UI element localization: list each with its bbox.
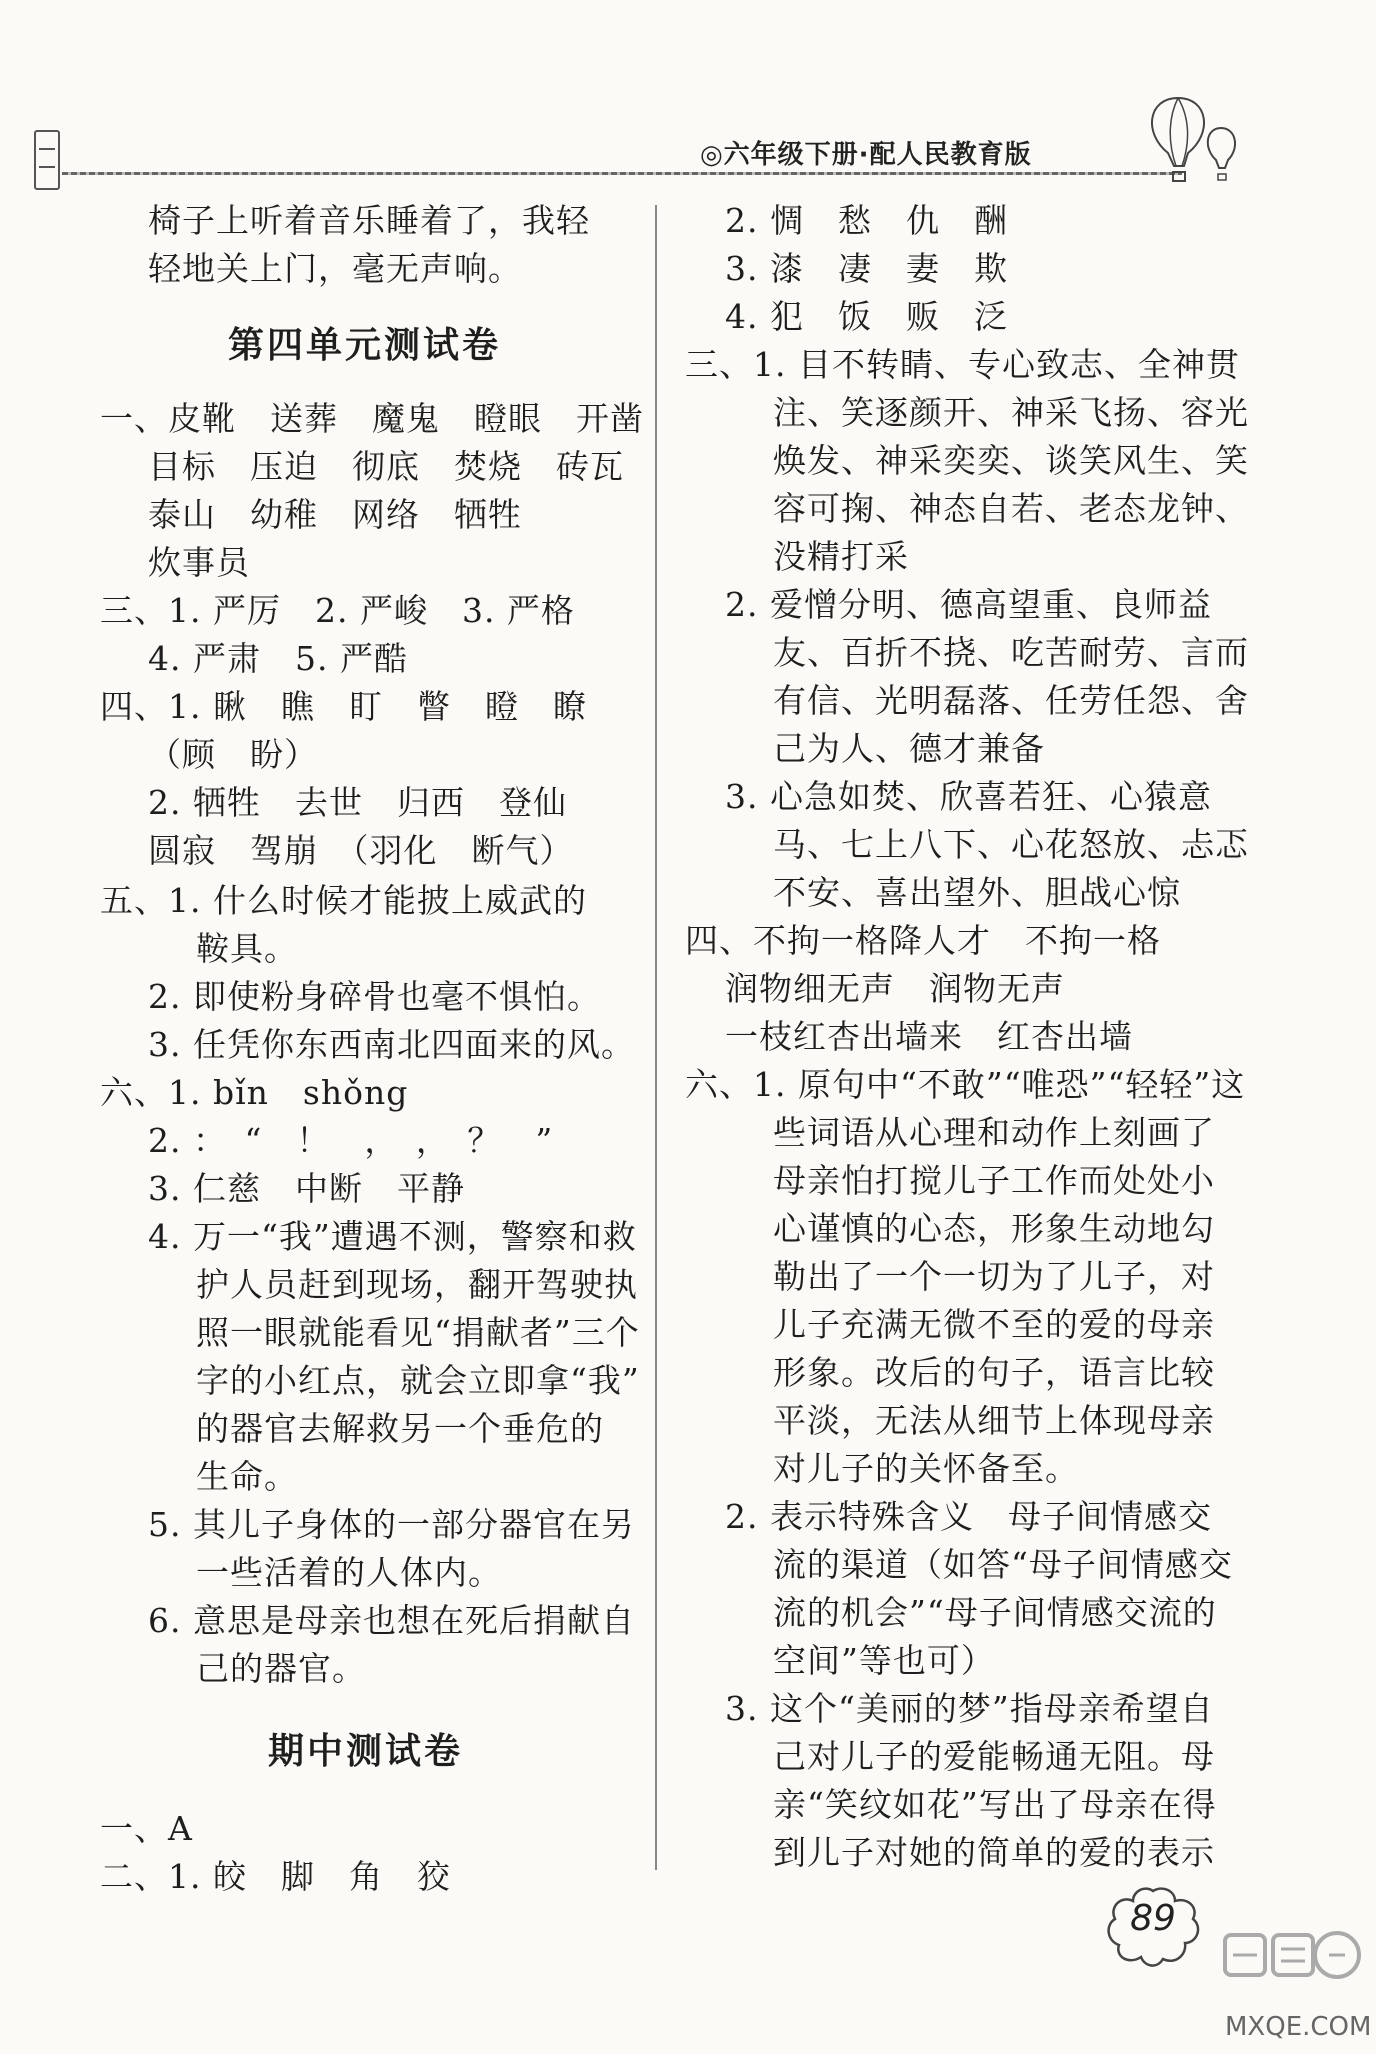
text-line: 四、1. 瞅 瞧 盯 瞥 瞪 瞭: [100, 687, 587, 726]
text-line: 轻地关上门，毫无声响。: [148, 249, 522, 288]
text-line: 5. 其儿子身体的一部分器官在另: [148, 1505, 635, 1544]
text-line: 字的小红点，就会立即拿“我”: [196, 1361, 640, 1400]
text-line: 鞍具。: [196, 929, 298, 968]
text-line: 一、皮靴 送葬 魔鬼 瞪眼 开凿: [100, 399, 644, 438]
text-line: 目标 压迫 彻底 焚烧 砖瓦: [148, 447, 624, 486]
text-line: 流的机会”“母子间情感交流的: [773, 1593, 1217, 1632]
text-line: 己为人、德才兼备: [773, 729, 1045, 768]
text-line: 2. ： “ ！ ， ， ？ ”: [148, 1121, 554, 1160]
text-line: 的器官去解救另一个垂危的: [196, 1409, 604, 1448]
text-line: 2. 爱憎分明、德高望重、良师益: [725, 585, 1212, 624]
text-line: 生命。: [196, 1457, 298, 1496]
watermark-text: MXQE.COM: [1225, 2012, 1372, 2042]
text-line: 空间”等也可）: [773, 1641, 995, 1680]
text-line: 4. 犯 饭 贩 泛: [725, 297, 1008, 336]
text-line: 2. 表示特殊含义 母子间情感交: [725, 1497, 1212, 1536]
text-line: 一枝红杏出墙来 红杏出墙: [725, 1017, 1133, 1056]
text-line: 流的渠道（如答“母子间情感交: [773, 1545, 1233, 1584]
text-line: 椅子上听着音乐睡着了，我轻: [148, 201, 590, 240]
text-line: 3. 任凭你东西南北四面来的风。: [148, 1025, 635, 1064]
text-line: 些词语从心理和动作上刻画了: [773, 1113, 1215, 1152]
text-line: 照一眼就能看见“捐献者”三个: [196, 1313, 640, 1352]
text-line: 3. 这个“美丽的梦”指母亲希望自: [725, 1689, 1214, 1728]
text-line: 圆寂 驾崩 （羽化 断气）: [148, 831, 574, 870]
text-line: 平淡，无法从细节上体现母亲: [773, 1401, 1215, 1440]
text-line: 一、A: [100, 1809, 193, 1848]
text-line: 六、1. bǐn shǒng: [100, 1073, 409, 1112]
text-line: 6. 意思是母亲也想在死后捐献自: [148, 1601, 635, 1640]
text-line: 六、1. 原句中“不敢”“唯恐”“轻轻”这: [685, 1065, 1246, 1104]
text-line: 三、1. 目不转睛、专心致志、全神贯: [685, 345, 1240, 384]
text-line: 4. 严肃 5. 严酷: [148, 639, 408, 678]
text-line: 己对儿子的爱能畅通无阻。母: [773, 1737, 1215, 1776]
text-line: 形象。改后的句子，语言比较: [773, 1353, 1215, 1392]
text-line: 炊事员: [148, 543, 250, 582]
text-line: 3. 心急如焚、欣喜若狂、心猿意: [725, 777, 1212, 816]
text-line: 三、1. 严厉 2. 严峻 3. 严格: [100, 591, 575, 630]
text-line: 2. 即使粉身碎骨也毫不惧怕。: [148, 977, 601, 1016]
text-line: 4. 万一“我”遭遇不测，警察和救: [148, 1217, 637, 1256]
text-line: 润物细无声 润物无声: [725, 969, 1065, 1008]
text-line: 有信、光明磊落、任劳任怨、舍: [773, 681, 1249, 720]
text-line: 对儿子的关怀备至。: [773, 1449, 1079, 1488]
text-line: 儿子充满无微不至的爱的母亲: [773, 1305, 1215, 1344]
text-line: 友、百折不挠、吃苦耐劳、言而: [773, 633, 1249, 672]
text-line: 没精打采: [773, 537, 909, 576]
text-line: （顾 盼）: [148, 735, 318, 774]
header-title: ◎六年级下册·配人民教育版: [700, 140, 1032, 170]
hot-air-balloon-icon: [1138, 88, 1248, 208]
text-line: 2. 牺牲 去世 归西 登仙: [148, 783, 567, 822]
text-line: 3. 漆 凄 妻 欺: [725, 249, 1008, 288]
text-line: 母亲怕打搅儿子工作而处处小: [773, 1161, 1215, 1200]
text-line: 心谨慎的心态，形象生动地勾: [773, 1209, 1215, 1248]
text-line: 焕发、神采奕奕、谈笑风生、笑: [773, 441, 1249, 480]
header-rule: [62, 172, 1182, 175]
header-tab-icon: [34, 130, 60, 190]
text-line: 亲“笑纹如花”写出了母亲在得: [773, 1785, 1217, 1824]
text-line: 一些活着的人体内。: [196, 1553, 502, 1592]
section-heading-midterm: 期中测试卷: [268, 1730, 464, 1772]
text-line: 勒出了一个一切为了儿子，对: [773, 1257, 1215, 1296]
text-line: 注、笑逐颜开、神采飞扬、容光: [773, 393, 1249, 432]
text-line: 2. 惆 愁 仇 酬: [725, 201, 1008, 240]
text-line: 四、不拘一格降人才 不拘一格: [685, 921, 1161, 960]
text-line: 护人员赶到现场，翻开驾驶执: [196, 1265, 638, 1304]
text-line: 到儿子对她的简单的爱的表示: [773, 1833, 1215, 1872]
text-line: 容可掬、神态自若、老态龙钟、: [773, 489, 1249, 528]
column-divider: [655, 205, 657, 1870]
text-line: 五、1. 什么时候才能披上威武的: [100, 881, 587, 920]
text-line: 3. 仁慈 中断 平静: [148, 1169, 465, 1208]
page-number: 89: [1130, 1898, 1176, 1939]
section-heading-unit4: 第四单元测试卷: [228, 324, 502, 366]
text-line: 马、七上八下、心花怒放、忐忑: [773, 825, 1249, 864]
text-line: 泰山 幼稚 网络 牺牲: [148, 495, 522, 534]
text-line: 不安、喜出望外、胆战心惊: [773, 873, 1181, 912]
text-line: 二、1. 皎 脚 角 狡: [100, 1857, 451, 1896]
text-line: 己的器官。: [196, 1649, 366, 1688]
